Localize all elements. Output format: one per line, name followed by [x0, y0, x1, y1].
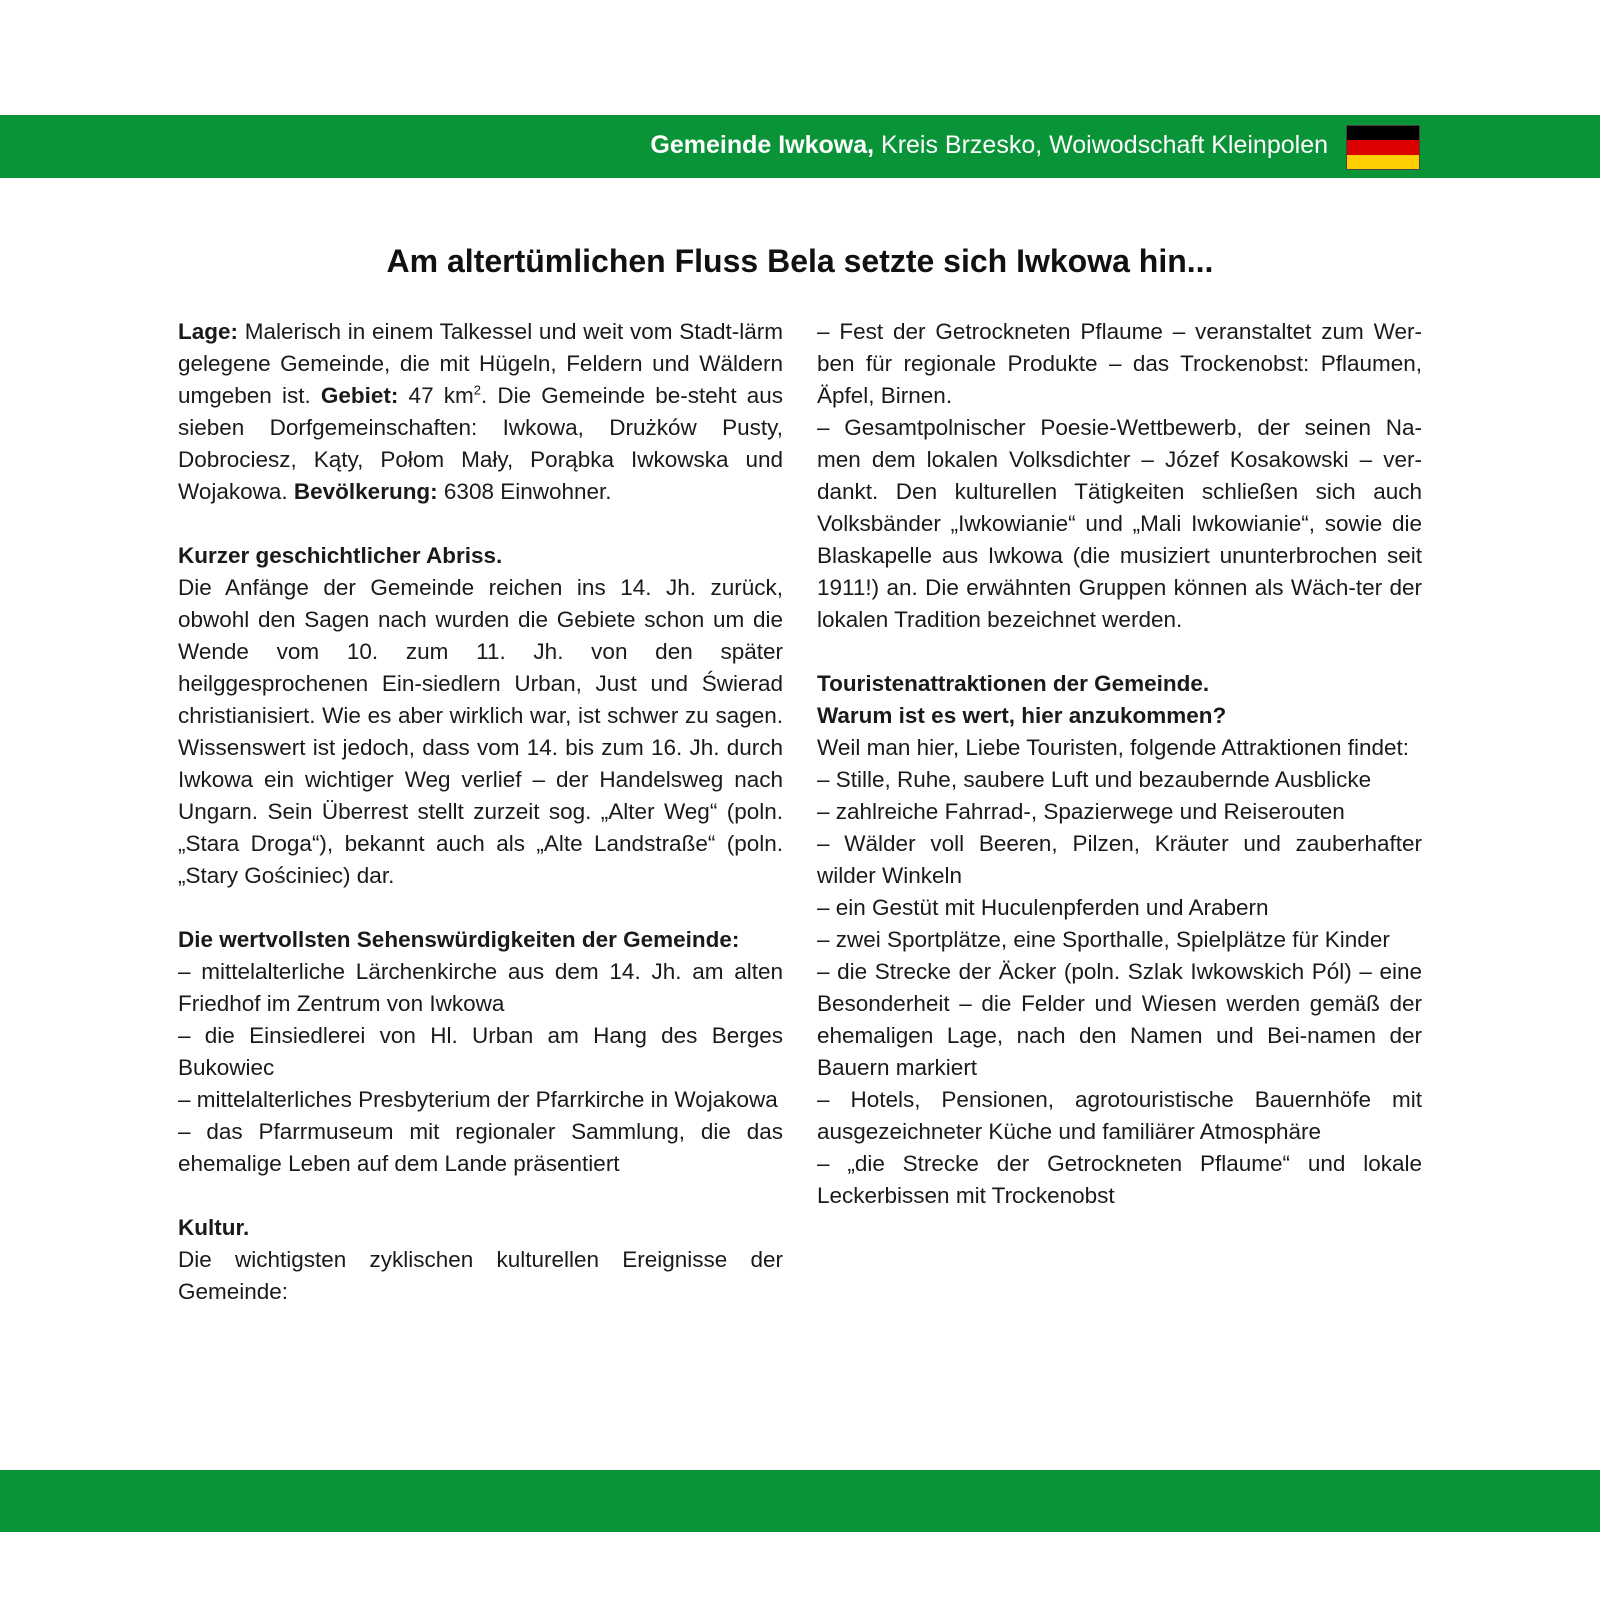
attraction-item: – Hotels, Pensionen, agrotouristische Bauernhöfe mit ausgezeichneter Küche und familiärer Atmosphäre [817, 1087, 1422, 1144]
attraction-item: – zwei Sportplätze, eine Sporthalle, Spielplätze für Kinder [817, 927, 1390, 952]
gebiet-after: . Die Gemeinde be-steht aus sieben Dorfgemeinschaften: Iwkowa, Drużków Pusty, Dobrociesz, Kąty, Połom Mały, Porąbka Iwkowska und Wojakowa. [178, 383, 784, 504]
sights-item: – mittelalterliche Lärchenkirche aus dem 14. Jh. am alten Friedhof im Zentrum von Iwkowa [178, 959, 783, 1016]
history-heading: Kurzer geschichtlicher Abriss. [178, 543, 503, 568]
gebiet-sup: 2 [473, 382, 481, 398]
right-column [817, 316, 1422, 1212]
lage-text: Malerisch in einem Talkessel und weit vom Stadt-lärm gelegene Gemeinde, die mit Hügeln, Feldern und Wäldern umgeben ist. [178, 319, 783, 408]
flag-stripe-gold [1347, 155, 1419, 169]
location-paragraph [178, 316, 783, 508]
header-title [650, 131, 1328, 160]
event-item: – Fest der Getrockneten Pflaume – veranstaltet zum Wer-ben für regionale Produkte – das Trockenobst: Pflaumen, Äpfel, Birnen. [817, 319, 1422, 408]
attraction-item: – Wälder voll Beeren, Pilzen, Kräuter und zauberhafter wilder Winkeln [817, 831, 1422, 888]
sights-item: – die Einsiedlerei von Hl. Urban am Hang des Berges Bukowiec [178, 1023, 783, 1080]
attraction-item: – Stille, Ruhe, saubere Luft und bezaubernde Ausblicke [817, 767, 1372, 792]
tourism-heading: Touristenattraktionen der Gemeinde. [817, 671, 1210, 696]
german-flag-icon [1346, 125, 1420, 170]
attraction-item: – „die Strecke der Getrockneten Pflaume“ und lokale Leckerbissen mit Trockenobst [817, 1151, 1422, 1208]
header-band [0, 115, 1600, 178]
gebiet-value: 47 km [398, 383, 474, 408]
event-item: – Gesamtpolnischer Poesie-Wettbewerb, der seinen Na-men dem lokalen Volksdichter – Józef Kosakowski – ver-dankt. Den kulturellen Tätigkeiten schließen sich auch Volksbänder „Iwkowianie“ und „Mali Iwkowianie“, sowie die Blaskapelle aus Iwkowa (die musiziert ununterbrochen seit 1911!) an. Die erwähnten Gruppen können als Wäch-ter der lokalen Tradition bezeichnet werden. [817, 415, 1422, 632]
gebiet-label: Gebiet: [320, 383, 399, 408]
attraction-item: – die Strecke der Äcker (poln. Szlak Iwkowskich Pól) – eine Besonderheit – die Felder und Wiesen werden gemäß der ehemaligen Lage, nach den Namen und Bei-namen der Bauern markiert [817, 959, 1422, 1080]
attraction-item: – zahlreiche Fahrrad-, Spazierwege und Reiserouten [817, 799, 1345, 824]
history-paragraph: Die Anfänge der Gemeinde reichen ins 14. Jh. zurück, obwohl den Sagen nach wurden die Gebiete schon um die Wende vom 10. zum 11. Jh. von den später heilggesprochenen Ein-siedlern Urban, Just und Świerad christianisiert. Wie es aber wirklich war, ist schwer zu sagen. Wissenswert ist jedoch, dass vom 14. bis zum 16. Jh. durch Iwkowa ein wichtiger Weg verlief – der Handelsweg nach Ungarn. Sein Überrest stellt zurzeit sog. „Alter Weg“ (poln. „Stara Droga“), bekannt auch als „Alte Landstraße“ (poln. „Stary Gościniec) dar. [178, 575, 783, 888]
municipality-name: Gemeinde Iwkowa, [650, 131, 875, 159]
region-name: Kreis Brzesko, Woiwodschaft Kleinpolen [874, 131, 1328, 159]
population-value: 6308 Einwohner. [437, 479, 612, 504]
culture-heading: Kultur. [178, 1215, 250, 1240]
sights-item: – das Pfarrmuseum mit regionaler Sammlung, die das ehemalige Leben auf dem Lande präsentiert [178, 1119, 783, 1176]
sights-item: – mittelalterliches Presbyterium der Pfarrkirche in Wojakowa [178, 1087, 778, 1112]
culture-intro: Die wichtigsten zyklischen kulturellen Ereignisse der Gemeinde: [178, 1247, 783, 1304]
tourism-subheading: Warum ist es wert, hier anzukommen? [817, 703, 1227, 728]
flag-stripe-black [1347, 126, 1419, 140]
footer-band [0, 1470, 1600, 1532]
flag-stripe-red [1347, 140, 1419, 154]
tourism-intro: Weil man hier, Liebe Touristen, folgende Attraktionen findet: [817, 735, 1410, 760]
left-column [178, 316, 783, 1308]
attraction-item: – ein Gestüt mit Huculenpferden und Arabern [817, 895, 1269, 920]
page-title: Am altertümlichen Fluss Bela setzte sich Iwkowa hin... [386, 243, 1214, 279]
lage-label: Lage: [178, 319, 239, 344]
sights-heading: Die wertvollsten Sehenswürdigkeiten der Gemeinde: [178, 927, 740, 952]
population-label: Bevölkerung: [293, 479, 438, 504]
